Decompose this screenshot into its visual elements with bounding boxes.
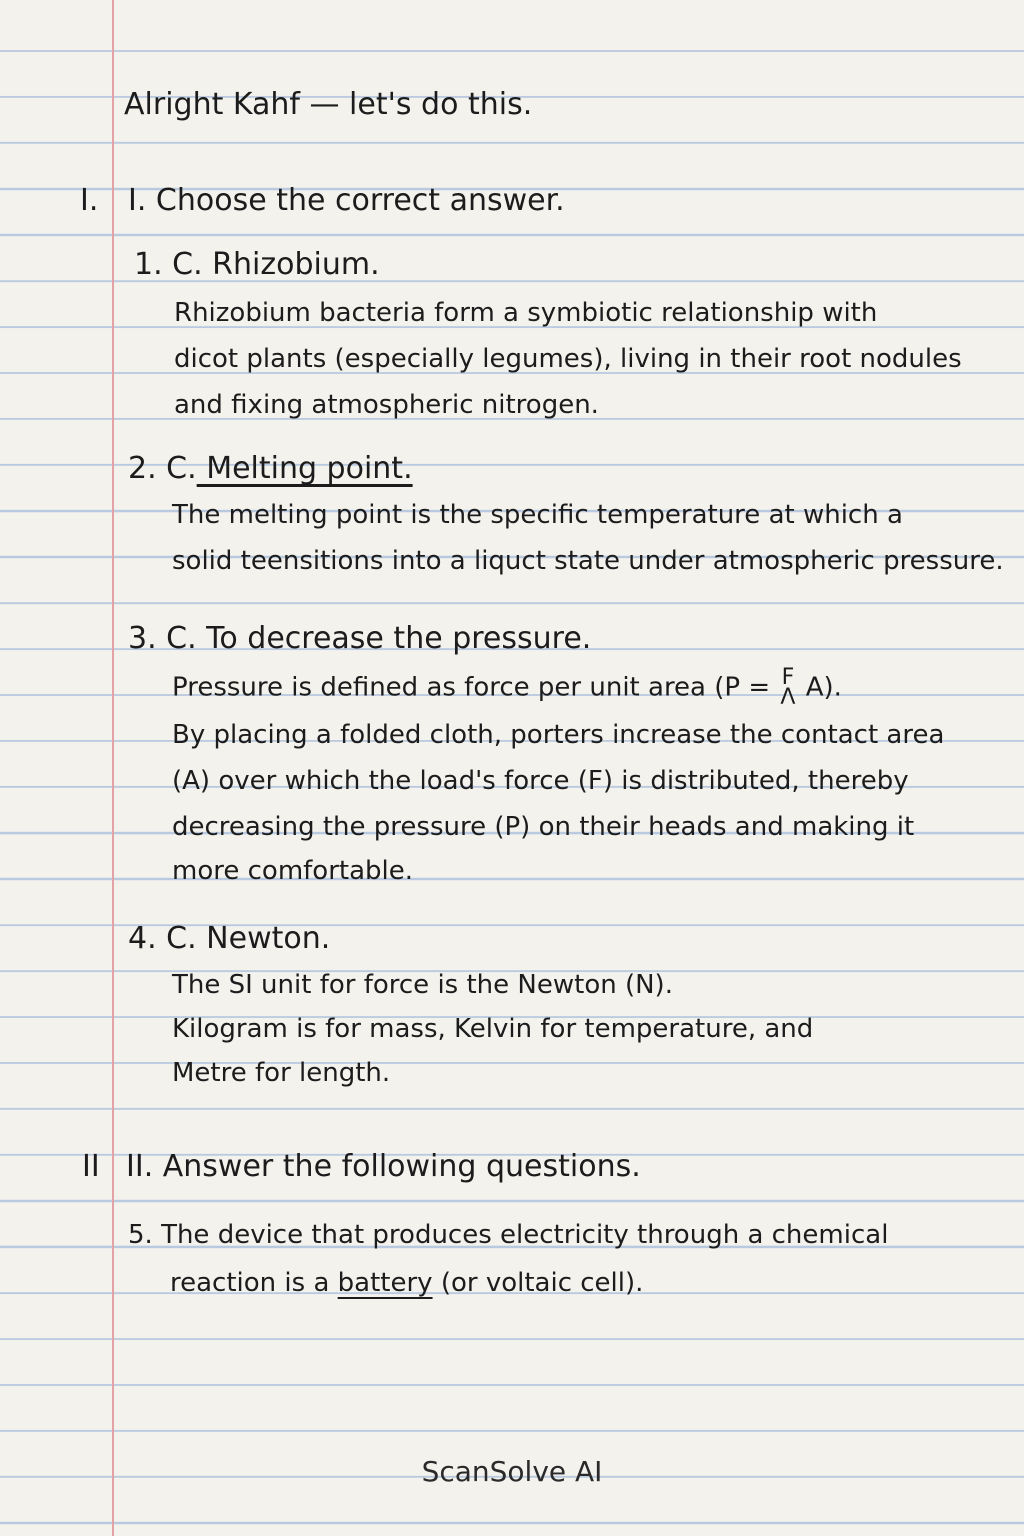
margin-line bbox=[112, 0, 114, 1536]
q5-answer-underlined: battery bbox=[337, 1268, 433, 1298]
q5-line-2-suffix: (or voltaic cell). bbox=[432, 1268, 644, 1298]
q3-fraction bbox=[780, 665, 796, 710]
q3-formula-suffix: A). bbox=[805, 672, 842, 703]
section-1-margin-label: I. bbox=[80, 183, 99, 218]
q2-answer bbox=[128, 451, 413, 486]
q5-line-2 bbox=[170, 1270, 643, 1296]
q4-line-3: Metre for length. bbox=[172, 1058, 391, 1088]
q1-line-2: dicot plants (especially legumes), living in their root nodules bbox=[174, 344, 962, 374]
q3-fraction-denominator: Λ bbox=[780, 684, 796, 710]
section-2-heading: II. Answer the following questions. bbox=[126, 1149, 641, 1184]
q2-line-2: solid teensitions into a liquct state under atmospheric pressure. bbox=[172, 546, 1004, 576]
q3-formula-prefix: Pressure is defined as force per unit area (P = bbox=[172, 672, 771, 703]
q2-answer-underlined: Melting point. bbox=[196, 451, 413, 486]
q3-line-3: decreasing the pressure (P) on their heads and making it bbox=[172, 812, 915, 842]
q5-line-1: 5. The device that produces electricity through a chemical bbox=[128, 1220, 889, 1250]
q3-line-2: (A) over which the load's force (F) is distributed, thereby bbox=[172, 766, 909, 796]
greeting: Alright Kahf — let's do this. bbox=[124, 87, 533, 122]
footer-brand: ScanSolve AI bbox=[421, 1455, 603, 1488]
q3-fraction-numerator: F bbox=[781, 665, 795, 690]
q3-formula-line bbox=[172, 665, 842, 710]
q4-line-1: The SI unit for force is the Newton (N). bbox=[172, 970, 673, 1000]
q4-line-2: Kilogram is for mass, Kelvin for temperature, and bbox=[172, 1014, 814, 1044]
q1-answer: 1. C. Rhizobium. bbox=[134, 247, 380, 282]
q2-prefix: 2. C. bbox=[128, 451, 197, 486]
q2-line-1: The melting point is the specific temperature at which a bbox=[172, 500, 903, 530]
q4-answer: 4. C. Newton. bbox=[128, 921, 331, 956]
q1-line-3: and fixing atmospheric nitrogen. bbox=[174, 390, 599, 420]
q1-line-1: Rhizobium bacteria form a symbiotic relationship with bbox=[174, 298, 878, 328]
q3-answer: 3. C. To decrease the pressure. bbox=[128, 621, 592, 656]
q5-line-2-prefix: reaction is a bbox=[170, 1268, 338, 1298]
section-1-heading: I. Choose the correct answer. bbox=[128, 183, 565, 218]
section-2-margin-label: II bbox=[82, 1149, 100, 1184]
q3-line-1: By placing a folded cloth, porters increase the contact area bbox=[172, 720, 945, 750]
q3-line-4: more comfortable. bbox=[172, 856, 414, 886]
